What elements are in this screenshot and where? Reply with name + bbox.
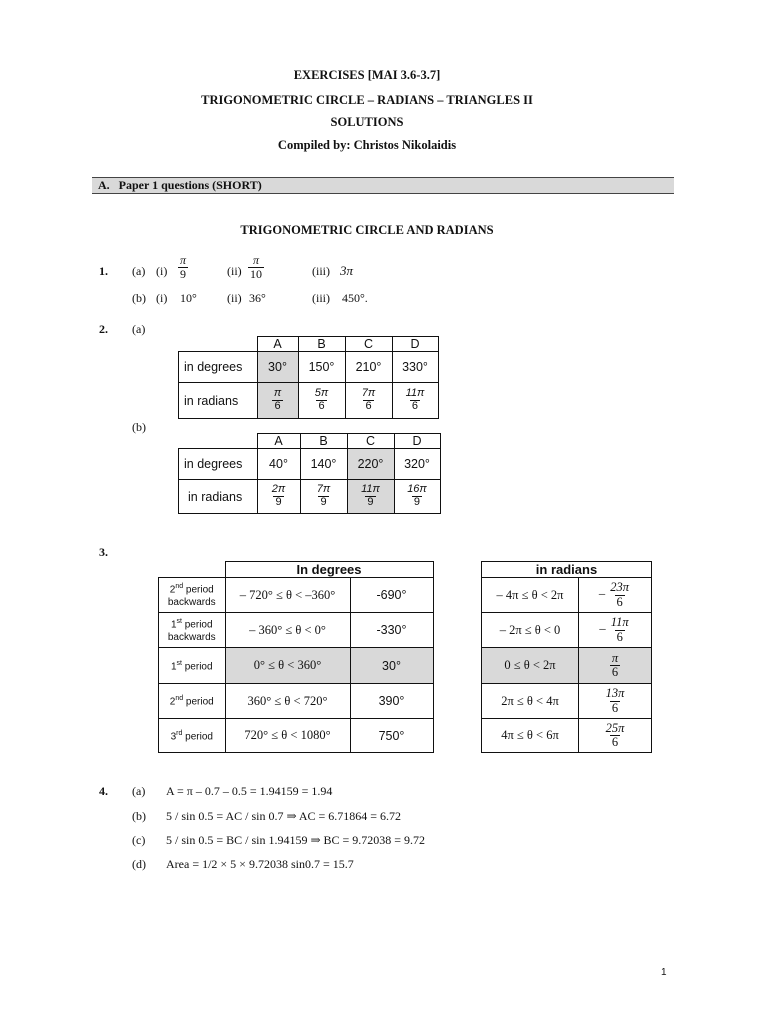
q1-biii-label: (iii) xyxy=(312,291,330,305)
fraction-numerator: 7π xyxy=(316,483,331,496)
q2-a-label: (a) xyxy=(132,322,146,336)
title-line-1: EXERCISES [MAI 3.6-3.7] xyxy=(293,68,441,82)
fraction-numerator: π xyxy=(273,387,282,400)
fraction-numerator: 23π xyxy=(610,580,630,595)
fraction-denominator: 6 xyxy=(611,735,619,749)
fraction-denominator: 6 xyxy=(616,629,623,644)
range-cell: 720° ≤ θ < 1080° xyxy=(225,719,350,753)
range-cell: – 720° ≤ θ < –360° xyxy=(225,578,350,613)
table-cell xyxy=(345,383,392,419)
q1-bi-label: (i) xyxy=(156,291,168,305)
table-cell xyxy=(347,480,394,514)
section-band xyxy=(92,177,674,194)
range-cell: – 4π ≤ θ < 2π xyxy=(482,578,579,613)
q3-number: 3. xyxy=(99,545,108,559)
fraction-numerator: 5π xyxy=(314,387,329,400)
q1-bii-label: (ii) xyxy=(227,291,242,305)
column-header: B xyxy=(300,434,347,449)
title-line-4: Compiled by: Christos Nikolaidis xyxy=(277,138,457,152)
period-label: 2nd period backwards xyxy=(159,578,226,613)
q1-number: 1. xyxy=(99,264,108,278)
table-cell: 30° xyxy=(257,352,298,383)
value-cell: 750° xyxy=(350,719,433,753)
fraction-denominator: 6 xyxy=(611,665,619,679)
table-cell: 330° xyxy=(392,352,438,383)
fraction-denominator: 9 xyxy=(275,496,282,508)
q2-number: 2. xyxy=(99,322,108,336)
table-cell: 220° xyxy=(347,449,394,480)
period-label: 1st period xyxy=(159,648,226,684)
fraction-denominator: 9 xyxy=(367,496,374,508)
fraction-denominator: 6 xyxy=(318,400,325,412)
table-cell xyxy=(257,383,298,419)
value-cell xyxy=(579,684,652,719)
fraction-denominator: 6 xyxy=(611,700,619,715)
q1-aiii-answer: 3π xyxy=(340,263,354,278)
q4-d-line: Area = 1/2 × 5 × 9.72038 sin0.7 = 15.7 xyxy=(166,857,354,871)
value-cell: -330° xyxy=(350,613,433,648)
q1-a-label: (a) xyxy=(132,264,146,278)
fraction-denominator: 6 xyxy=(274,400,281,412)
q4-b-label: (b) xyxy=(132,809,146,823)
fraction-denominator: 6 xyxy=(365,400,372,412)
fraction-denominator: 10 xyxy=(250,266,262,281)
q4-d-label: (d) xyxy=(132,857,146,871)
fraction-numerator: 25π xyxy=(605,720,625,735)
value-cell xyxy=(579,648,652,684)
table-cell: 40° xyxy=(257,449,300,480)
fraction-numerator: π xyxy=(180,253,187,267)
q4-c-line: 5 / sin 0.5 = BC / sin 1.94159 ⇒ BC = 9.72038 = 9.72 xyxy=(166,833,426,847)
period-label: 1st period backwards xyxy=(159,613,226,648)
column-header: A xyxy=(257,434,300,449)
period-label: 2nd period xyxy=(159,684,226,719)
table-cell xyxy=(300,480,347,514)
fraction-numerator: 16π xyxy=(407,483,427,496)
column-header: C xyxy=(345,337,392,352)
q3-degrees-table xyxy=(158,561,434,753)
table-cell: 210° xyxy=(345,352,392,383)
table-cell xyxy=(257,480,300,514)
value-cell: – $\frac{23\pi}{6}$ xyxy=(579,578,652,613)
q1-ai-answer xyxy=(178,254,188,280)
q4-c-label: (c) xyxy=(132,833,146,847)
table-cell xyxy=(298,383,345,419)
q1-biii-answer: 450°. xyxy=(342,291,368,305)
range-cell: – 360° ≤ θ < 0° xyxy=(225,613,350,648)
value-cell xyxy=(579,719,652,753)
period-label: 3rd period xyxy=(159,719,226,753)
row-label: in radians xyxy=(179,480,258,514)
fraction-denominator: 9 xyxy=(320,496,327,508)
table-cell: 150° xyxy=(298,352,345,383)
fraction-numerator: 11π xyxy=(610,615,629,630)
value-cell: -690° xyxy=(350,578,433,613)
value-cell: 390° xyxy=(350,684,433,719)
q1-aii-answer xyxy=(248,254,264,280)
q1-bii-answer: 36° xyxy=(249,291,266,305)
table-cell xyxy=(394,480,440,514)
subheading: TRIGONOMETRIC CIRCLE AND RADIANS xyxy=(240,223,494,237)
range-cell: 360° ≤ θ < 720° xyxy=(225,684,350,719)
fraction-numerator: 2π xyxy=(271,483,286,496)
range-cell: 4π ≤ θ < 6π xyxy=(482,719,579,753)
q4-a-line: A = π – 0.7 – 0.5 = 1.94159 = 1.94 xyxy=(166,784,333,798)
range-cell: 0° ≤ θ < 360° xyxy=(225,648,350,684)
page-number: 1 xyxy=(661,967,667,978)
section-title: Paper 1 questions (SHORT) xyxy=(118,178,262,192)
q1-aiii-label: (iii) xyxy=(312,264,330,278)
q4-b-line: 5 / sin 0.5 = AC / sin 0.7 ⇒ AC = 6.71864 = 6.72 xyxy=(166,809,402,823)
table-cell: 140° xyxy=(300,449,347,480)
q1-ai-label: (i) xyxy=(156,264,168,278)
column-header: C xyxy=(347,434,394,449)
fraction-numerator: 13π xyxy=(605,686,625,701)
fraction-denominator: 9 xyxy=(413,496,421,508)
q2-table-a xyxy=(178,336,439,419)
q3-radians-table xyxy=(481,561,652,753)
degrees-header: In degrees xyxy=(225,562,433,578)
row-label: in degrees xyxy=(179,449,258,480)
q2-table-b xyxy=(178,433,441,514)
radians-header: in radians xyxy=(482,562,652,578)
title-line-3: SOLUTIONS xyxy=(330,115,404,129)
column-header: A xyxy=(257,337,298,352)
table-cell xyxy=(392,383,438,419)
range-cell: 2π ≤ θ < 4π xyxy=(482,684,579,719)
q4-a-label: (a) xyxy=(132,784,146,798)
fraction-numerator: 7π xyxy=(361,387,376,400)
column-header: D xyxy=(392,337,438,352)
row-label: in degrees xyxy=(179,352,258,383)
column-header: D xyxy=(394,434,440,449)
fraction-numerator: π xyxy=(252,253,259,267)
q2-b-label: (b) xyxy=(132,420,146,434)
fraction-denominator: 9 xyxy=(180,266,186,281)
q1-b-label: (b) xyxy=(132,291,146,305)
value-cell: 30° xyxy=(350,648,433,684)
column-header: B xyxy=(298,337,345,352)
fraction-numerator: π xyxy=(611,650,619,665)
title-line-2: TRIGONOMETRIC CIRCLE – RADIANS – TRIANGLES II xyxy=(201,93,533,107)
section-letter: A. xyxy=(98,178,110,192)
q1-aii-label: (ii) xyxy=(227,264,242,278)
q4-number: 4. xyxy=(99,784,108,798)
range-cell: – 2π ≤ θ < 0 xyxy=(482,613,579,648)
table-cell: 320° xyxy=(394,449,440,480)
range-cell: 0 ≤ θ < 2π xyxy=(482,648,579,684)
fraction-numerator: 11π xyxy=(361,483,380,496)
value-cell: – $\frac{11\pi}{6}$ xyxy=(579,613,652,648)
q1-bi-answer: 10° xyxy=(180,291,197,305)
fraction-numerator: 11π xyxy=(405,387,425,400)
fraction-denominator: 6 xyxy=(616,594,623,609)
row-label: in radians xyxy=(179,383,258,419)
fraction-denominator: 6 xyxy=(411,400,419,412)
